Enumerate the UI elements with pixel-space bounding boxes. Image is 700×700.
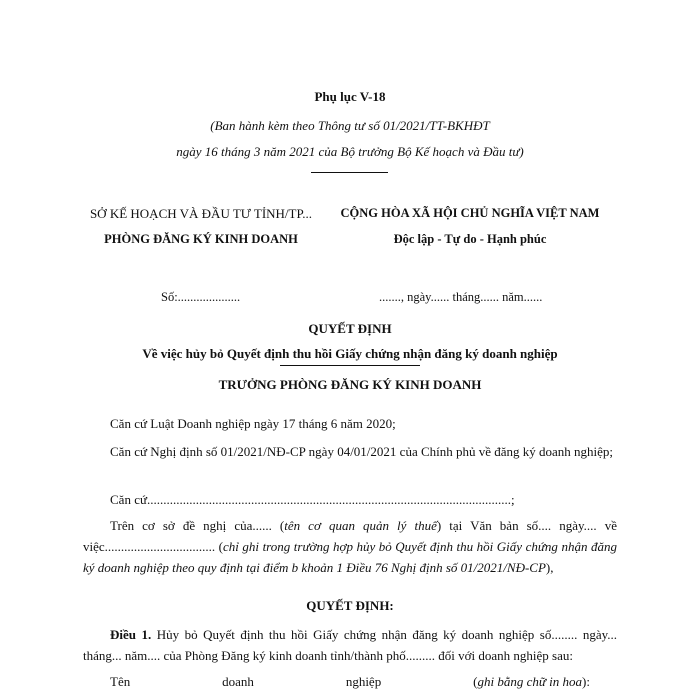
decision-issuer: TRƯỞNG PHÒNG ĐĂNG KÝ KINH DOANH [218, 377, 482, 392]
decides-heading: QUYẾT ĐỊNH: [306, 598, 394, 613]
appendix-subtitle-1: (Ban hành kèm theo Thông tư số 01/2021/TT-BKHĐT [210, 118, 490, 133]
appendix-subtitle-2: ngày 16 tháng 3 năm 2021 của Bộ trưởng Bộ Kế hoạch và Đầu tư) [176, 144, 524, 159]
business-name-label-word-3: nghiệp [345, 674, 382, 689]
appendix-divider [311, 172, 388, 173]
national-title: CỘNG HÒA XÃ HỘI CHỦ NGHĨA VIỆT NAM [340, 206, 600, 220]
business-name-hint: (ghi bằng chữ in hoa): [473, 674, 590, 689]
article-1-label: Điều 1. [110, 627, 152, 642]
revocation-note: chỉ ghi trong trường hợp hủy bỏ Quyết định thu hồi Giấy chứng nhận đăng ký doanh nghiệp theo quy định tại điểm b khoản 1 Điều 76 Nghị định số 01/2021/NĐ-CP [83, 539, 617, 575]
office-name: PHÒNG ĐĂNG KÝ KINH DOANH [104, 232, 298, 246]
basis-paragraph-2: Căn cứ Nghị định số 01/2021/NĐ-CP ngày 04/01/2021 của Chính phủ về đăng ký doanh nghiệp; [110, 444, 614, 459]
business-name-row [83, 671, 590, 692]
national-motto: Độc lập - Tự do - Hạnh phúc [393, 232, 547, 246]
document-number: Số:.................... [161, 290, 241, 304]
business-name-label-word-1: Tên [110, 674, 131, 689]
tax-authority-hint: tên cơ quan quản lý thuế [284, 518, 437, 533]
article-1: Điều 1. Hủy bỏ Quyết định thu hồi Giấy chứng nhận đăng ký doanh nghiệp số........ ngày... tháng... năm.... của Phòng Đăng ký kinh doanh tỉnh/thành phố......... đối với doanh nghiệp sau: [83, 627, 617, 663]
document-date: ......., ngày...... tháng...... năm...... [379, 290, 543, 304]
basis-paragraph-3: Căn cứ................................................................................................................; [110, 492, 515, 507]
business-name-label-word-2: doanh [222, 674, 254, 689]
basis-paragraph-1: Căn cứ Luật Doanh nghiệp ngày 17 tháng 6 năm 2020; [110, 416, 396, 431]
department-name: SỞ KẾ HOẠCH VÀ ĐẦU TƯ TỈNH/TP... [89, 206, 313, 221]
proposal-paragraph: Trên cơ sở đề nghị của...... (tên cơ quan quản lý thuế) tại Văn bản số.... ngày.... về việc.................................. (chỉ ghi trong trường hợp hủy bỏ Quyết định thu hồi Giấy chứng nhận đăng ký doanh nghiệp theo quy định tại điểm b khoản 1 Điều 76 Nghị định số 01/2021/NĐ-CP), [83, 518, 617, 575]
subject-divider [280, 365, 420, 366]
decision-subject: Về việc hủy bỏ Quyết định thu hồi Giấy chứng nhận đăng ký doanh nghiệp [142, 346, 558, 361]
appendix-title: Phụ lục V-18 [314, 89, 386, 104]
business-name-line [83, 671, 617, 692]
decision-title: QUYẾT ĐỊNH [308, 321, 392, 336]
